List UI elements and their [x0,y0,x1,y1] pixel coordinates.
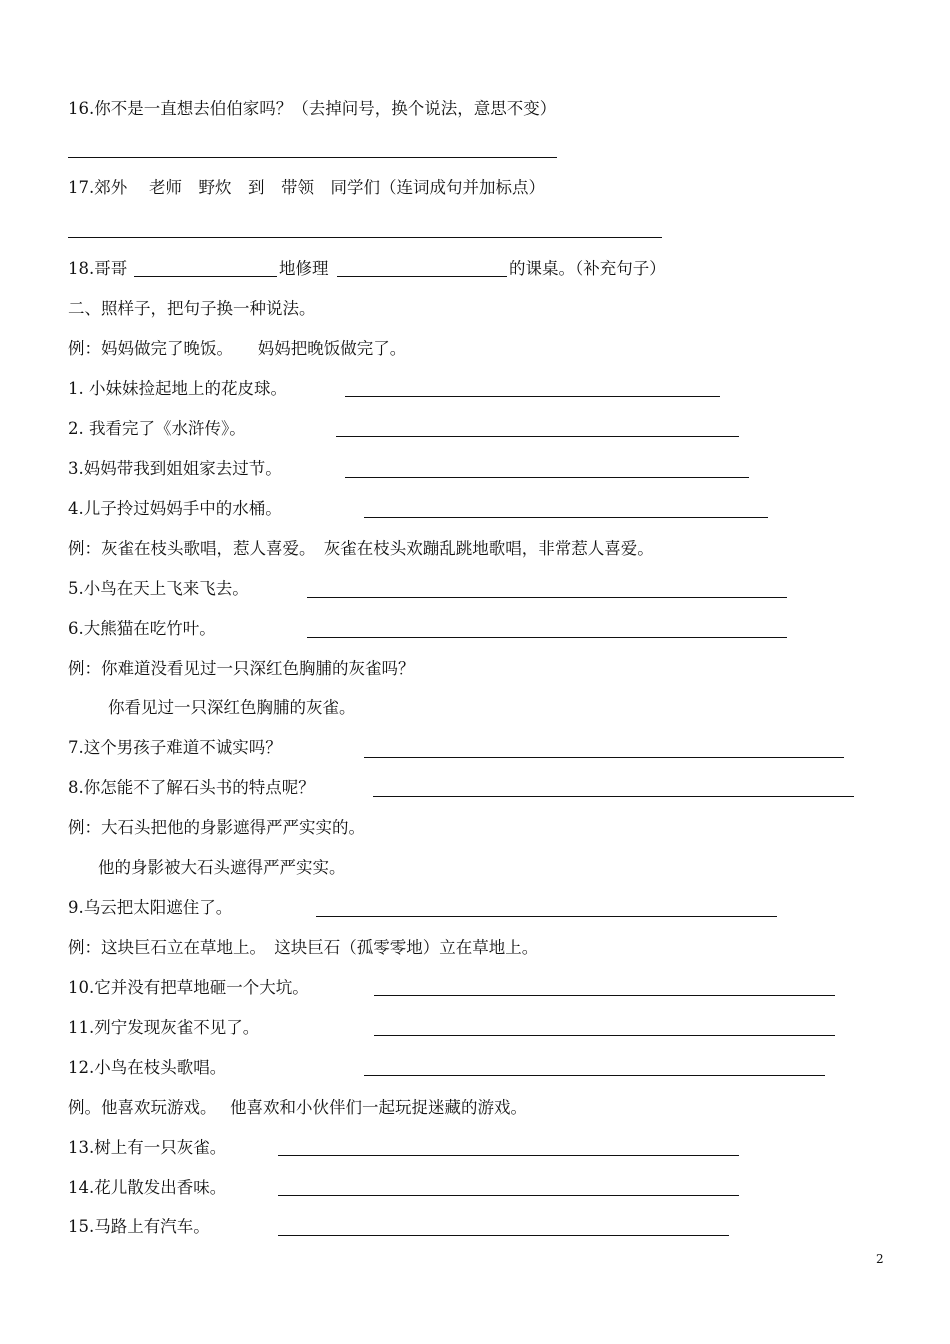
answer-blank-18b[interactable] [337,276,507,277]
item-3: 3.妈妈带我到姐姐家去过节。 [68,459,282,478]
answer-line-2[interactable] [336,436,739,437]
answer-line-10[interactable] [374,995,835,996]
question-16: 16.你不是一直想去伯伯家吗？（去掉问号，换个说法，意思不变） [68,99,557,118]
answer-line-9[interactable] [316,916,777,917]
item-2: 2. 我看完了《水浒传》。 [68,419,246,438]
answer-line-17[interactable] [68,237,662,238]
item-8: 8.你怎能不了解石头书的特点呢？ [68,778,315,797]
answer-line-1[interactable] [345,396,720,397]
page-number: 2 [876,1252,884,1266]
example-2: 例：灰雀在枝头歌唱，惹人喜爱。 灰雀在枝头欢蹦乱跳地歌唱，非常惹人喜爱。 [68,539,654,558]
item-12: 12.小鸟在枝头歌唱。 [68,1058,227,1077]
answer-line-13[interactable] [278,1155,739,1156]
answer-line-4[interactable] [364,517,768,518]
item-7: 7.这个男孩子难道不诚实吗？ [68,738,282,757]
answer-line-16[interactable] [68,157,557,158]
item-10: 10.它并没有把草地砸一个大坑。 [68,978,309,997]
question-18-middle: 地修理 [279,259,329,278]
item-13: 13.树上有一只灰雀。 [68,1138,227,1157]
item-4: 4.儿子拎过妈妈手中的水桶。 [68,499,282,518]
answer-blank-18a[interactable] [134,276,277,277]
item-5: 5.小鸟在天上飞来飞去。 [68,579,249,598]
answer-line-14[interactable] [278,1195,739,1196]
answer-line-8[interactable] [373,796,854,797]
example-6: 例。他喜欢玩游戏。 他喜欢和小伙伴们一起玩捉迷藏的游戏。 [68,1098,527,1117]
item-15: 15.马路上有汽车。 [68,1217,210,1236]
item-6: 6.大熊猫在吃竹叶。 [68,619,216,638]
answer-line-6[interactable] [307,637,787,638]
answer-line-12[interactable] [364,1075,825,1076]
section-2-title: 二、照样子，把句子换一种说法。 [68,299,316,318]
item-1: 1. 小妹妹捡起地上的花皮球。 [68,379,287,398]
answer-line-11[interactable] [374,1035,835,1036]
example-5: 例：这块巨石立在草地上。 这块巨石（孤零零地）立在草地上。 [68,938,539,957]
example-3-line2: 你看见过一只深红色胸脯的灰雀。 [108,698,356,717]
item-11: 11.列宁发现灰雀不见了。 [68,1018,260,1037]
question-18-suffix: 的课桌。（补充句子） [509,259,666,278]
item-14: 14.花儿散发出香味。 [68,1178,227,1197]
question-17: 17.郊外 老师 野炊 到 带领 同学们（连词成句并加标点） [68,178,545,197]
answer-line-5[interactable] [307,597,787,598]
example-1: 例：妈妈做完了晚饭。 妈妈把晚饭做完了。 [68,339,407,358]
example-4-line2: 他的身影被大石头遮得严严实实。 [98,858,346,877]
answer-line-15[interactable] [278,1235,729,1236]
item-9: 9.乌云把太阳遮住了。 [68,898,233,917]
answer-line-3[interactable] [345,477,749,478]
question-18-prefix: 18.哥哥 [68,259,128,278]
example-3-line1: 例：你难道没看见过一只深红色胸脯的灰雀吗？ [68,659,415,678]
answer-line-7[interactable] [364,757,844,758]
example-4-line1: 例：大石头把他的身影遮得严严实实的。 [68,818,365,837]
